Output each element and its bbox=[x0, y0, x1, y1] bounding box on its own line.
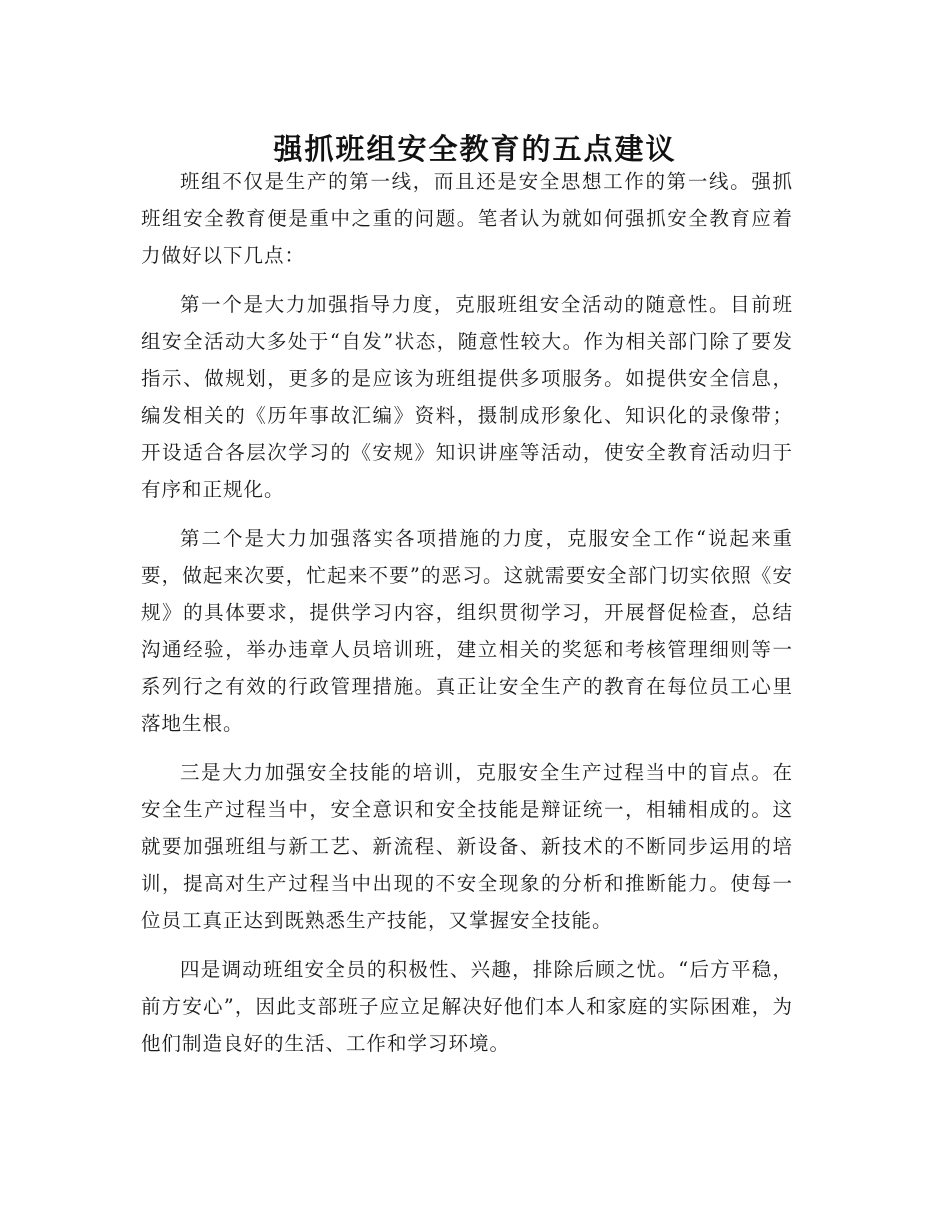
document-body bbox=[141, 163, 793, 1074]
document-title: 强抓班组安全教育的五点建议 bbox=[273, 132, 677, 167]
paragraph-intro: 班组不仅是生产的第一线，而且还是安全思想工作的第一线。强抓班组安全教育便是重中之重的问题。笔者认为就如何强抓安全教育应着力做好以下几点： bbox=[141, 170, 793, 267]
paragraph-point-2: 第二个是大力加强落实各项措施的力度，克服安全工作“说起来重要，做起来次要，忙起来不要”的恶习。这就需要安全部门切实依照《安规》的具体要求，提供学习内容，组织贯彻学习，开展督促检查，总结沟通经验，举办违章人员培训班，建立相关的奖惩和考核管理细则等一系列行之有效的行政管理措施。真正让安全生产的教育在每位员工心里落地生根。 bbox=[141, 527, 793, 735]
paragraph-point-4: 四是调动班组安全员的积极性、兴趣，排除后顾之忧。“后方平稳，前方安心”，因此支部班子应立足解决好他们本人和家庭的实际困难，为他们制造良好的生活、工作和学习环境。 bbox=[141, 958, 793, 1055]
paragraph-point-3: 三是大力加强安全技能的培训，克服安全生产过程当中的盲点。在安全生产过程当中，安全意识和安全技能是辩证统一，相辅相成的。这就要加强班组与新工艺、新流程、新设备、新技术的不断同步运用的培训，提高对生产过程当中出现的不安全现象的分析和推断能力。使每一位员工真正达到既熟悉生产技能，又掌握安全技能。 bbox=[141, 761, 793, 932]
paragraph-point-1: 第一个是大力加强指导力度，克服班组安全活动的随意性。目前班组安全活动大多处于“自发”状态，随意性较大。作为相关部门除了要发指示、做规划，更多的是应该为班组提供多项服务。如提供安全信息，编发相关的《历年事故汇编》资料，摄制成形象化、知识化的录像带；开设适合各层次学习的《安规》知识讲座等活动，使安全教育活动归于有序和正规化。 bbox=[141, 293, 793, 501]
